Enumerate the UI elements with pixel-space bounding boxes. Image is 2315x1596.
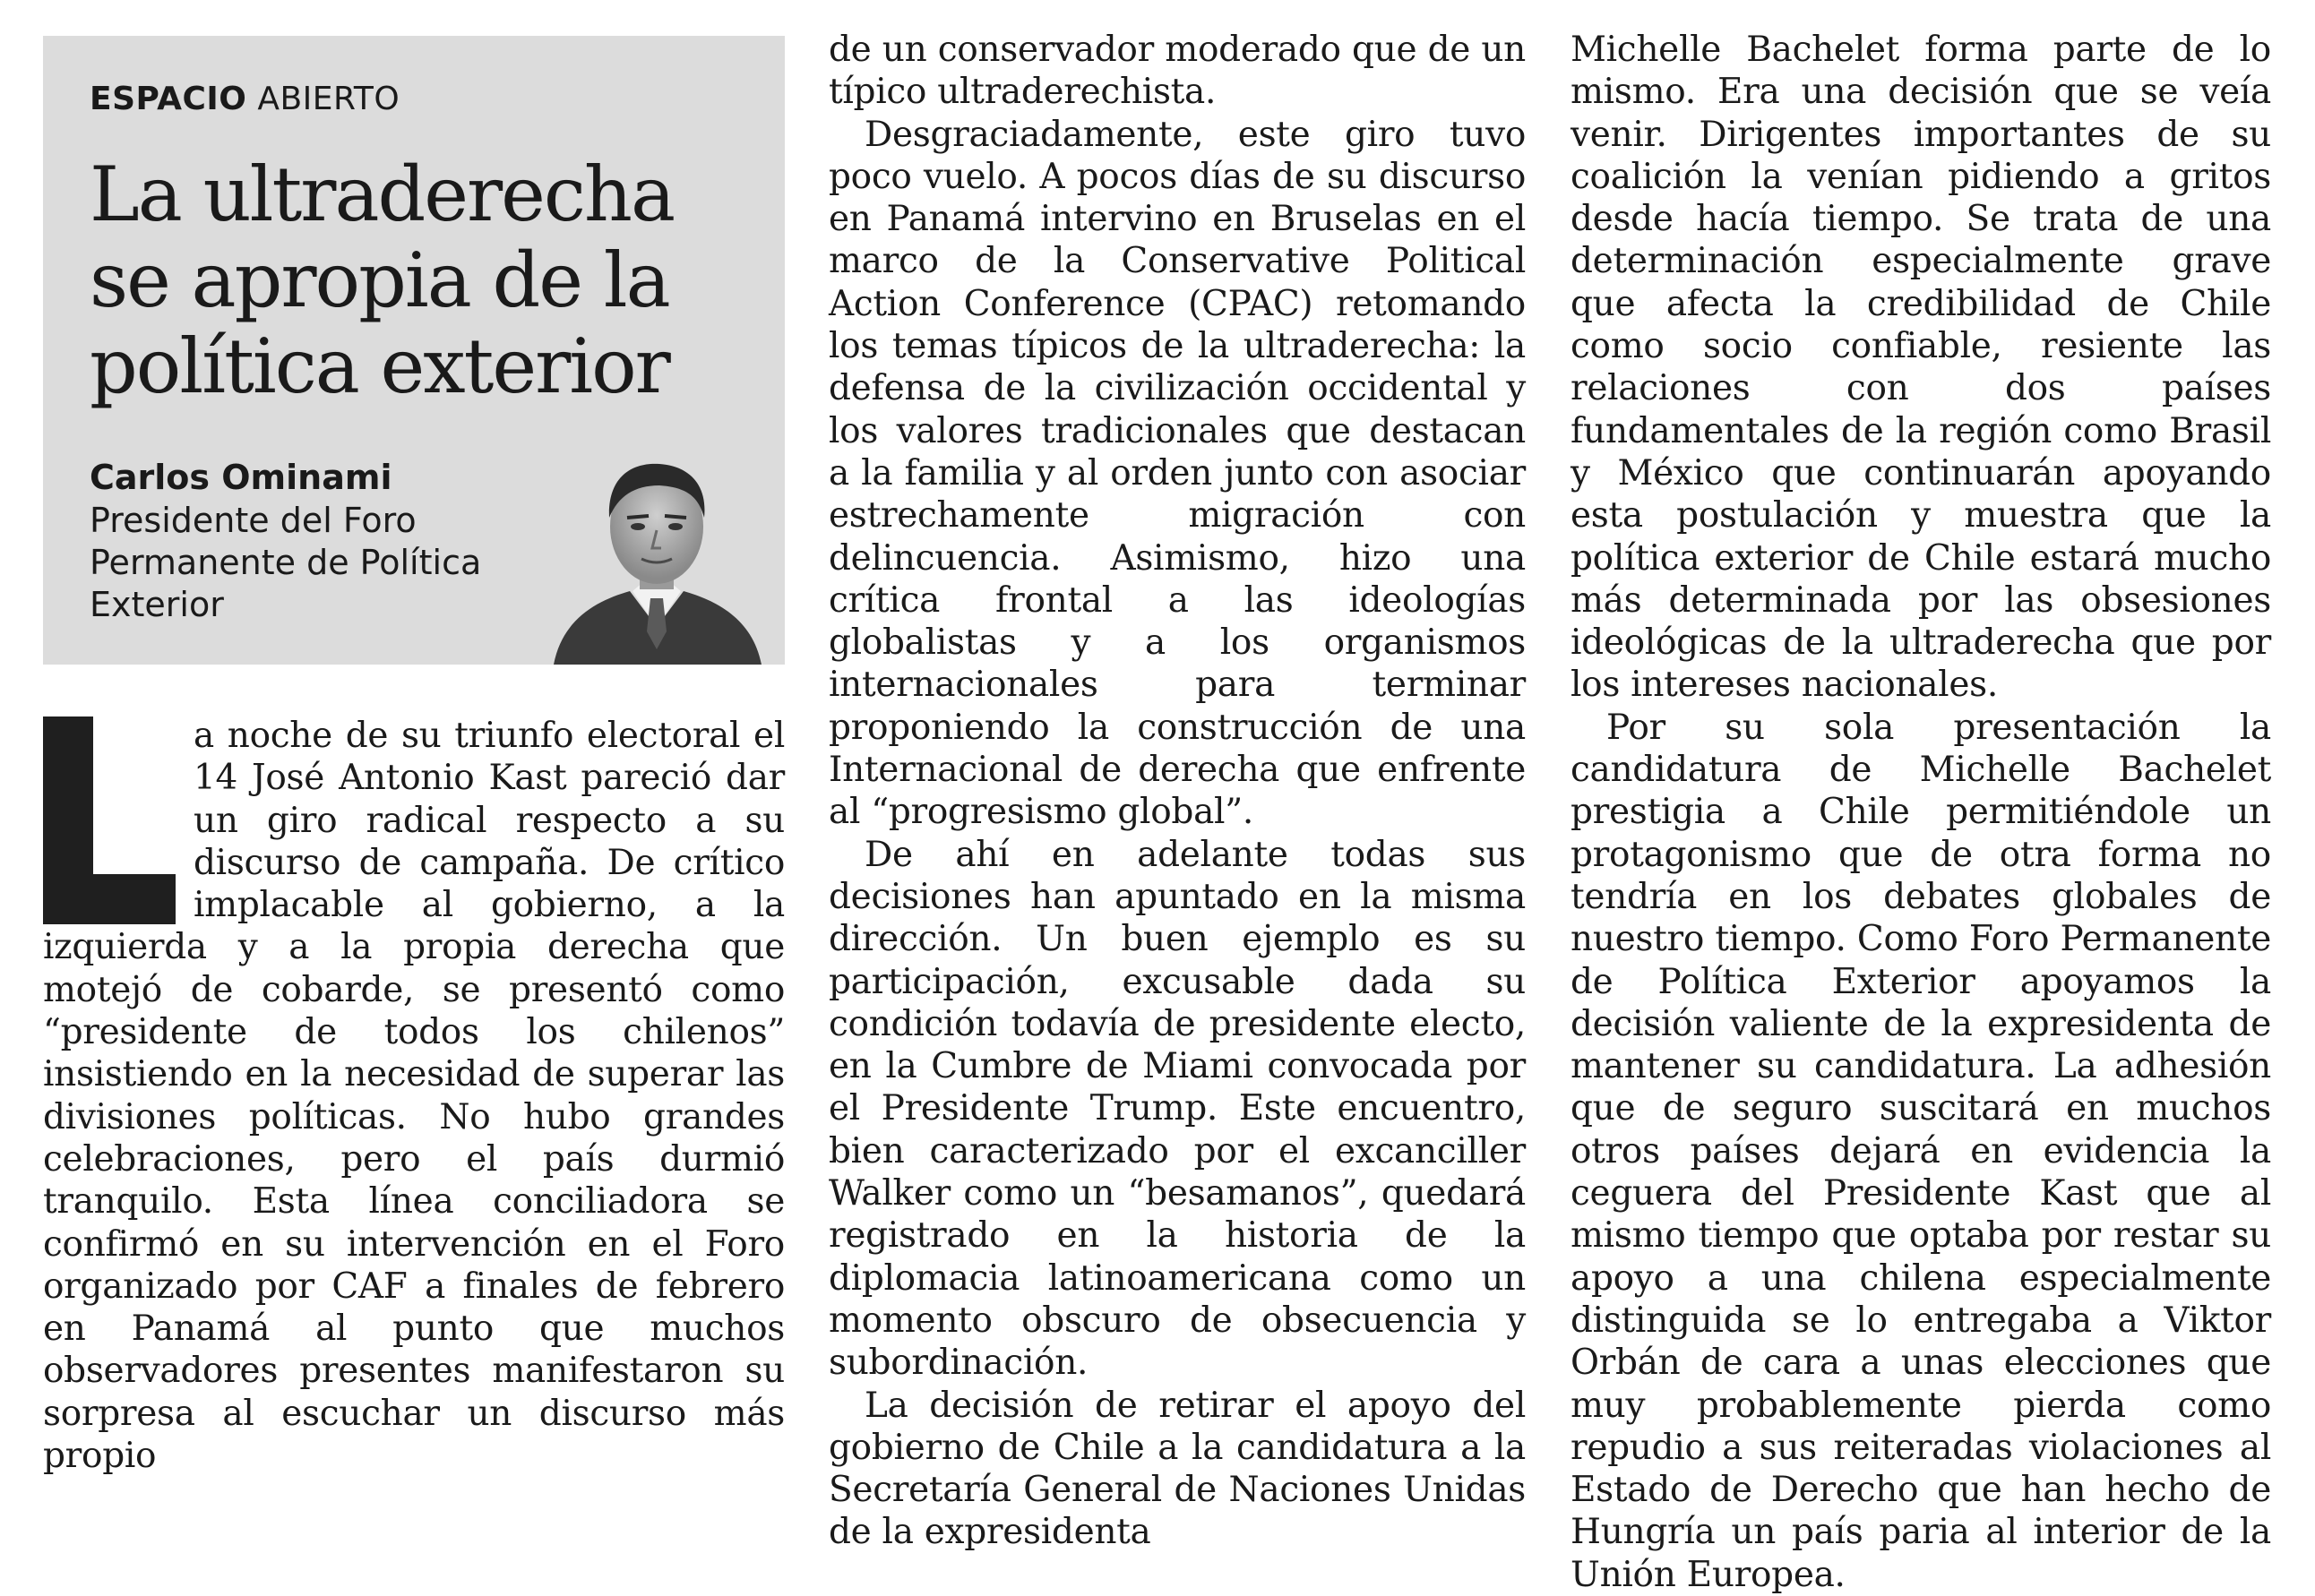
headline: [90, 151, 738, 409]
paragraph-2: Desgraciadamente, este giro tuvo poco vuelo. A pocos días de su discurso en Panamá intervino en Bruselas en el marco de la Conservative Political Action Conference (CPAC) retomando los temas típicos de la ultraderecha: la defensa de la civilización occidental y los valores tradicionales que destacan a la familia y al orden junto con asociar estrechamente migración con delincuencia. Asimismo, hizo una crítica frontal a las ideologías globalistas y a los organismos internacionales para terminar proponiendo la construcción de una Internacional de derecha que enfrente al “progresismo global”.: [829, 114, 1526, 833]
author-role: Presidente del Foro Permanente de Política Exterior: [90, 501, 482, 624]
headline-line-3: política exterior: [90, 322, 669, 410]
paragraph-5: Por su sola presentación la candidatura de Michelle Bachelet prestigia a Chile permitiéndole un protagonismo que de otra forma no tendría en los debates globales de nuestro tiempo. Como Foro Permanente de Política Exterior apoyamos la decisión valiente de la expresidenta de mantener su candidatura. La adhesión que de seguro suscitará en muchos otros países dejará en evidencia la ceguera del Presidente Kast que al mismo tiempo que optaba por restar su apoyo a una chilena especialmente distinguida se lo entregaba a Viktor Orbán de cara a unas elecciones que muy probablemente pierda como repudio a sus reiteradas violaciones al Estado de Derecho que han hecho de Hungría un país paria al interior de la Unión Europea.: [1571, 707, 2271, 1595]
paragraph-4: La decisión de retirar el apoyo del gobierno de Chile a la candidatura a la Secretaría General de Naciones Unidas de la expresidenta: [829, 1385, 1526, 1553]
paragraph-continuation-1: de un conservador moderado que de un típico ultraderechista.: [829, 30, 1526, 113]
author-name: Carlos Ominami: [90, 458, 392, 497]
author-portrait-icon: [545, 448, 769, 665]
section-label-rest: ABIERTO: [257, 81, 400, 117]
headline-line-1: La ultraderecha: [90, 150, 675, 238]
column-1: [43, 0, 785, 1477]
article-header-box: [43, 36, 785, 665]
paragraph-3: De ahí en adelante todas sus decisiones han apuntado en la misma dirección. Un buen ejemplo es su participación, excusable dada su condición todavía de presidente electo, en la Cumbre de Miami convocada por el Presidente Trump. Este encuentro, bien caracterizado por el excanciller Walker como un “besamanos”, quedará registrado en la historia de la diplomacia latinoamericana como un momento obscuro de obsecuencia y subordinación.: [829, 834, 1526, 1384]
section-label-bold: ESPACIO: [90, 81, 247, 117]
author-byline: [90, 455, 511, 626]
column-3: [1571, 0, 2271, 1596]
paragraph-continuation-2: Michelle Bachelet forma parte de lo mismo. Era una decisión que se veía venir. Dirigentes importantes de su coalición la venían pidiendo a gritos desde hacía tiempo. Se trata de una determinación especialmente grave que afecta la credibilidad de Chile como socio confiable, resiente las relaciones con dos países fundamentales de la región como Brasil y México que continuarán apoyando esta postulación y muestra que la política exterior de Chile estará mucho más determinada por las obsesiones ideológicas de la ultraderecha que por los intereses nacionales.: [1571, 30, 2271, 706]
section-label: [90, 81, 738, 117]
column-2: [829, 0, 1526, 1554]
lede-block: [43, 715, 785, 1477]
headline-line-2: se apropia de la: [90, 236, 669, 324]
lede-paragraph: a noche de su triunfo electoral el 14 José Antonio Kast pareció dar un giro radical respecto a su discurso de campaña. De crítico implacable al gobierno, a la izquierda y a la propia derecha que motejó de cobarde, se presentó como “presidente de todos los chilenos” insistiendo en la necesidad de superar las divisiones políticas. No hubo grandes celebraciones, pero el país durmió tranquilo. Esta línea conciliadora se confirmó en su intervención en el Foro organizado por CAF a finales de febrero en Panamá al punto que muchos observadores presentes manifestaron su sorpresa al escuchar un discurso más propio: [43, 716, 785, 1477]
drop-cap: [43, 716, 176, 924]
